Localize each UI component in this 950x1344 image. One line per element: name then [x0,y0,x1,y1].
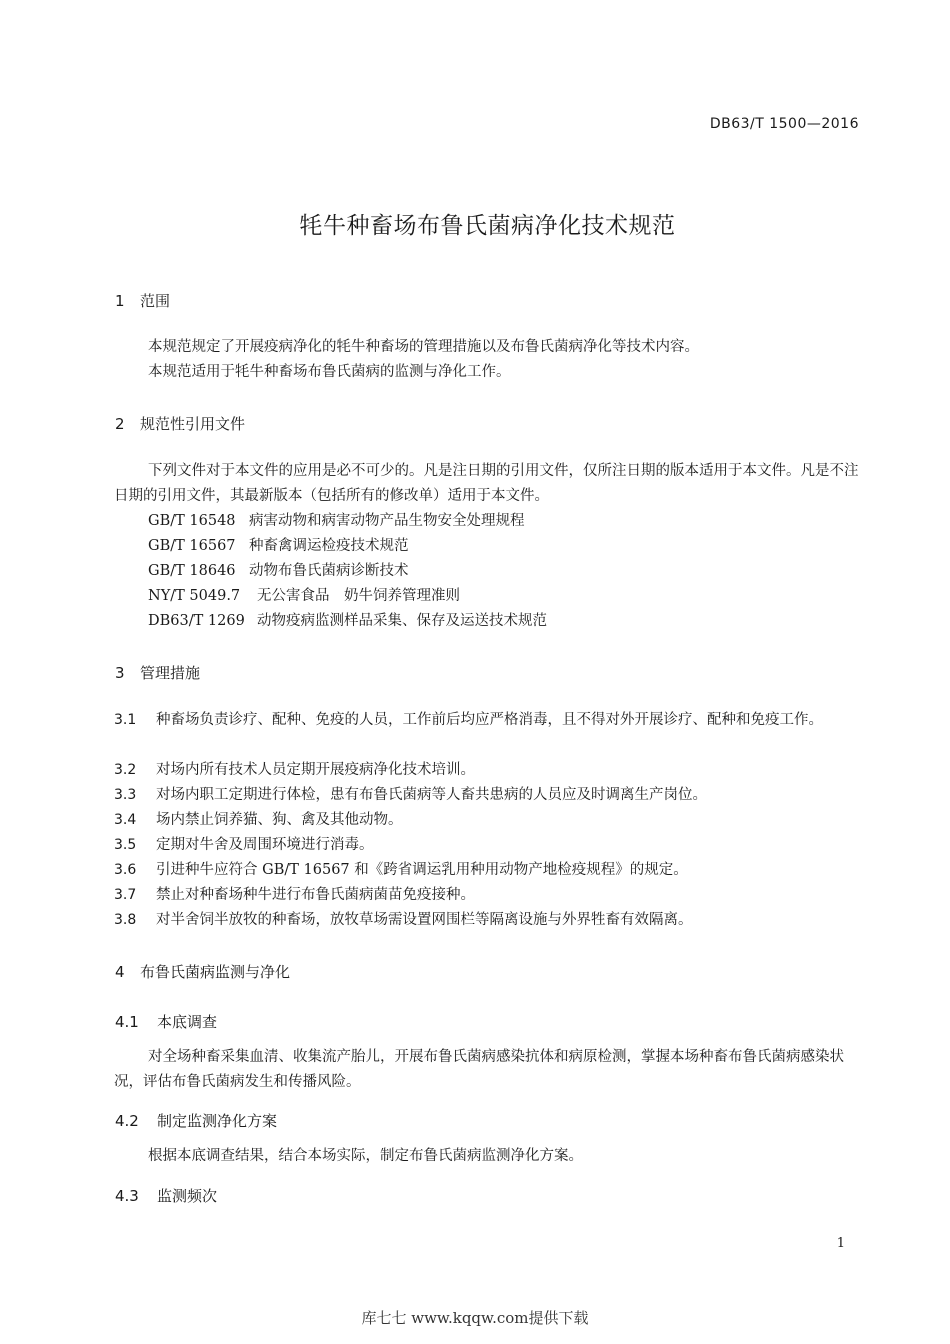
scope-paragraph-1: 本规范规定了开展疫病净化的牦牛种畜场的管理措施以及布鲁氏菌病净化等技术内容。 [148,339,699,355]
clause-text: 禁止对种畜场种牛进行布鲁氏菌病菌苗免疫接种。 [156,887,475,903]
subsection-4-2-heading [115,1110,277,1131]
normative-references-intro: 下列文件对于本文件的应用是必不可少的。凡是注日期的引用文件，仅所注日期的版本适用于本文件。凡是不注日期的引用文件，其最新版本（包括所有的修改单）适用于本文件。 [114,463,859,504]
clause-number: 3.3 [114,787,137,803]
subsection-title: 制定监测净化方案 [157,1112,278,1130]
baseline-survey-paragraph: 对全场种畜采集血清、收集流产胎儿，开展布鲁氏菌病感染抗体和病原检测，掌握本场种畜布鲁氏菌病感染状况，评估布鲁氏菌病发生和传播风险。 [114,1049,844,1090]
reference-item [148,534,409,559]
download-footer: 库七七 www.kqqw.com提供下载 [361,1309,589,1327]
reference-item [148,584,460,609]
subsection-title: 本底调查 [157,1013,218,1031]
clause-text: 定期对牛舍及周围环境进行消毒。 [156,837,374,853]
clause-3-7 [114,883,475,908]
clause-3-1 [114,708,860,733]
clause-text: 对场内职工定期进行体检，患有布鲁氏菌病等人畜共患病的人员应及时调离生产岗位。 [156,787,707,803]
clause-number: 3.2 [114,762,137,778]
standard-code: DB63/T 1500—2016 [709,116,859,132]
section-number: 4 [115,963,125,981]
clause-3-2 [114,758,475,783]
clause-number: 3.4 [114,812,137,828]
reference-title: 无公害食品 奶牛饲养管理准则 [257,588,460,604]
subsection-number: 4.2 [115,1112,139,1130]
document-title: 牦牛种畜场布鲁氏菌病净化技术规范 [299,213,676,239]
reference-title: 动物疫病监测样品采集、保存及运送技术规范 [257,613,547,629]
clause-3-5 [114,833,374,858]
clause-number: 3.1 [114,712,137,728]
clause-3-6 [114,858,688,883]
subsection-4-3-heading [115,1185,217,1206]
reference-title: 病害动物和病害动物产品生物安全处理规程 [249,513,525,529]
section-number: 2 [115,415,125,433]
clause-number: 3.7 [114,887,137,903]
clause-3-4 [114,808,403,833]
section-2-heading [115,413,245,434]
reference-code: NY/T 5049.7 [148,588,241,604]
reference-code: GB/T 16548 [148,513,236,529]
clause-number: 3.6 [114,862,137,878]
section-number: 3 [115,664,125,682]
section-title: 布鲁氏菌病监测与净化 [140,963,291,981]
clause-text: 对场内所有技术人员定期开展疫病净化技术培训。 [156,762,475,778]
subsection-title: 监测频次 [157,1187,218,1205]
clause-text: 种畜场负责诊疗、配种、免疫的人员，工作前后均应严格消毒，且不得对外开展诊疗、配种和免疫工作。 [156,712,823,728]
reference-item [148,559,409,584]
reference-code: GB/T 18646 [148,563,236,579]
reference-code: GB/T 16567 [148,538,236,554]
subsection-4-1-heading [115,1011,217,1032]
section-1-heading [115,290,170,311]
section-title: 范围 [140,292,171,310]
reference-item [148,509,525,534]
reference-code: DB63/T 1269 [148,613,245,629]
clause-text: 对半舍饲半放牧的种畜场，放牧草场需设置网围栏等隔离设施与外界牲畜有效隔离。 [156,912,693,928]
scope-paragraph-2: 本规范适用于牦牛种畜场布鲁氏菌病的监测与净化工作。 [148,364,511,380]
clause-3-3 [114,783,707,808]
clause-text: 场内禁止饲养猫、狗、禽及其他动物。 [156,812,403,828]
page-number: 1 [836,1236,845,1251]
section-3-heading [115,662,200,683]
monitoring-plan-paragraph: 根据本底调查结果，结合本场实际，制定布鲁氏菌病监测净化方案。 [148,1148,583,1164]
section-title: 规范性引用文件 [140,415,246,433]
clause-3-8 [114,908,693,933]
section-number: 1 [115,292,125,310]
clause-text: 引进种牛应符合 GB/T 16567 和《跨省调运乳用种用动物产地检疫规程》的规定。 [156,862,688,878]
subsection-number: 4.1 [115,1013,139,1031]
section-title: 管理措施 [140,664,201,682]
clause-number: 3.5 [114,837,137,853]
subsection-number: 4.3 [115,1187,139,1205]
reference-title: 动物布鲁氏菌病诊断技术 [249,563,409,579]
clause-number: 3.8 [114,912,137,928]
reference-item [148,609,547,634]
reference-title: 种畜禽调运检疫技术规范 [249,538,409,554]
section-4-heading [115,961,290,982]
